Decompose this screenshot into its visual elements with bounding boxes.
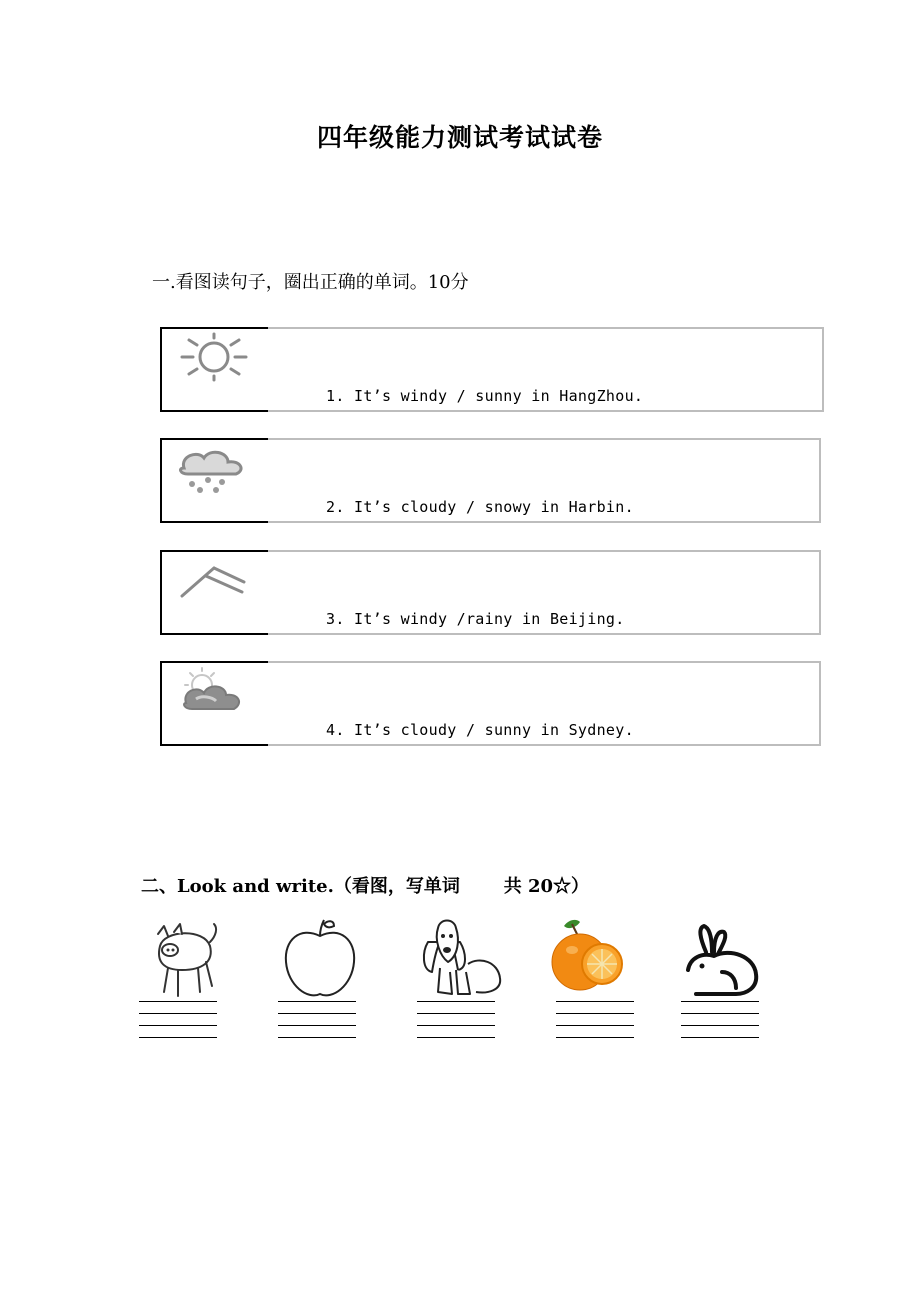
picture-item-2 [280, 912, 360, 1000]
picture-box [160, 327, 270, 412]
section2-heading: 二、Look and write.（看图，写单词 共 20☆） [141, 876, 590, 897]
picture-item-1 [142, 912, 222, 1000]
answer-lines-1[interactable] [139, 1001, 217, 1049]
picture-box [160, 661, 270, 746]
answer-lines-5[interactable] [681, 1001, 759, 1049]
answer-lines-3[interactable] [417, 1001, 495, 1049]
pig-icon [142, 912, 222, 1000]
sentence-2: 2. It’s cloudy / snowy in Harbin. [326, 498, 634, 516]
rabbit-icon [682, 912, 762, 1000]
picture-box [160, 438, 270, 523]
section1-heading: 一.看图读句子，圈出正确的单词。10分 [152, 272, 469, 293]
sentence-4: 4. It’s cloudy / sunny in Sydney. [326, 721, 634, 739]
picture-box [160, 550, 270, 635]
answer-lines-2[interactable] [278, 1001, 356, 1049]
sun-cloud-icon [162, 663, 268, 744]
sun-icon [162, 329, 268, 410]
sentence-3: 3. It’s windy /rainy in Beijing. [326, 610, 625, 628]
dog-icon [418, 912, 506, 1000]
picture-item-5 [682, 912, 762, 1000]
picture-item-4 [550, 912, 630, 1000]
page-title: 四年级能力测试考试试卷 [316, 123, 603, 152]
answer-lines-4[interactable] [556, 1001, 634, 1049]
apple-icon [280, 912, 360, 1000]
orange-icon [550, 912, 630, 1000]
sentence-1: 1. It’s windy / sunny in HangZhou. [326, 387, 644, 405]
snow-cloud-icon [162, 440, 268, 521]
picture-item-3 [418, 912, 498, 1000]
wind-icon [162, 552, 268, 633]
